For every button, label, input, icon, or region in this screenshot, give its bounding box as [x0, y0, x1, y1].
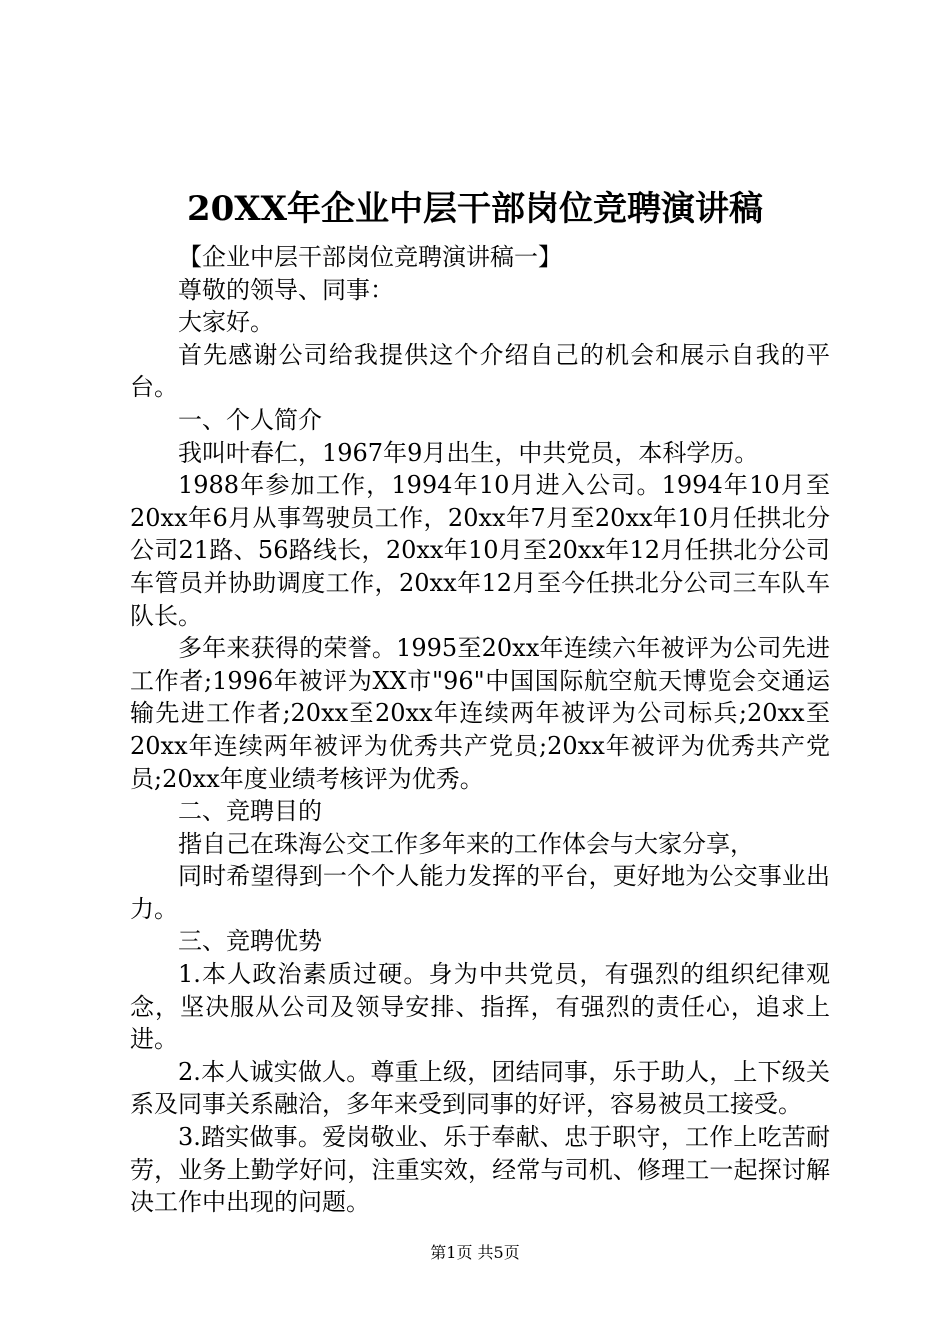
section-heading: 二、竞聘目的 [178, 797, 322, 826]
body-paragraph: 2.本人诚实做人。尊重上级，团结同事，乐于助人，上下级关系及同事关系融洽，多年来受到同事的好评，容易被员工接受。 [130, 1057, 830, 1119]
document-title: 20XX年企业中层干部岗位竞聘演讲稿 [186, 189, 764, 229]
body-paragraph: 1988年参加工作，1994年10月进入公司。1994年10月至20xx年6月从事驾驶员工作，20xx年7月至20xx年10月任拱北分公司21路、56路线长，20xx年10月至20xx年12月任拱北分公司车管员并协助调度工作，20xx年12月至今任拱北分公司三车队车队长。 [130, 471, 830, 630]
salutation: 尊敬的领导、同事： [178, 275, 394, 304]
greeting: 大家好。 [178, 308, 274, 337]
body-paragraph: 多年来获得的荣誉。1995至20xx年连续六年被评为公司先进工作者;1996年被评为XX市"96"中国国际航空航天博览会交通运输先进工作者;20xx至20xx年连续两年被评为公司标兵;20xx至20xx年连续两年被评为优秀共产党员;20xx年被评为优秀共产党员;20xx年度业绩考核评为优秀。 [130, 634, 830, 793]
section-heading-bracket: 【企业中层干部岗位竞聘演讲稿一】 [178, 243, 562, 271]
body-paragraph: 揩自己在珠海公交工作多年来的工作体会与大家分享， [178, 829, 754, 858]
body-paragraph: 同时希望得到一个个人能力发挥的平台，更好地为公交事业出力。 [130, 862, 830, 923]
body-paragraph: 首先感谢公司给我提供这个介绍自己的机会和展示自我的平台。 [130, 340, 830, 402]
body-paragraph: 我叫叶春仁，1967年9月出生，中共党员，本科学历。 [178, 438, 759, 467]
document-body [130, 241, 830, 1219]
section-heading: 一、个人简介 [178, 405, 322, 434]
body-paragraph: 3.踏实做事。爱岗敬业、乐于奉献、忠于职守，工作上吃苦耐劳，业务上勤学好问，注重实效，经常与司机、修理工一起探讨解决工作中出现的问题。 [130, 1123, 830, 1217]
body-paragraph: 1.本人政治素质过硬。身为中共党员，有强烈的组织纪律观念，坚决服从公司及领导安排、指挥，有强烈的责任心，追求上进。 [130, 960, 830, 1054]
page-footer: 第1页 共5页 [430, 1243, 520, 1262]
section-heading: 三、竞聘优势 [178, 927, 322, 956]
